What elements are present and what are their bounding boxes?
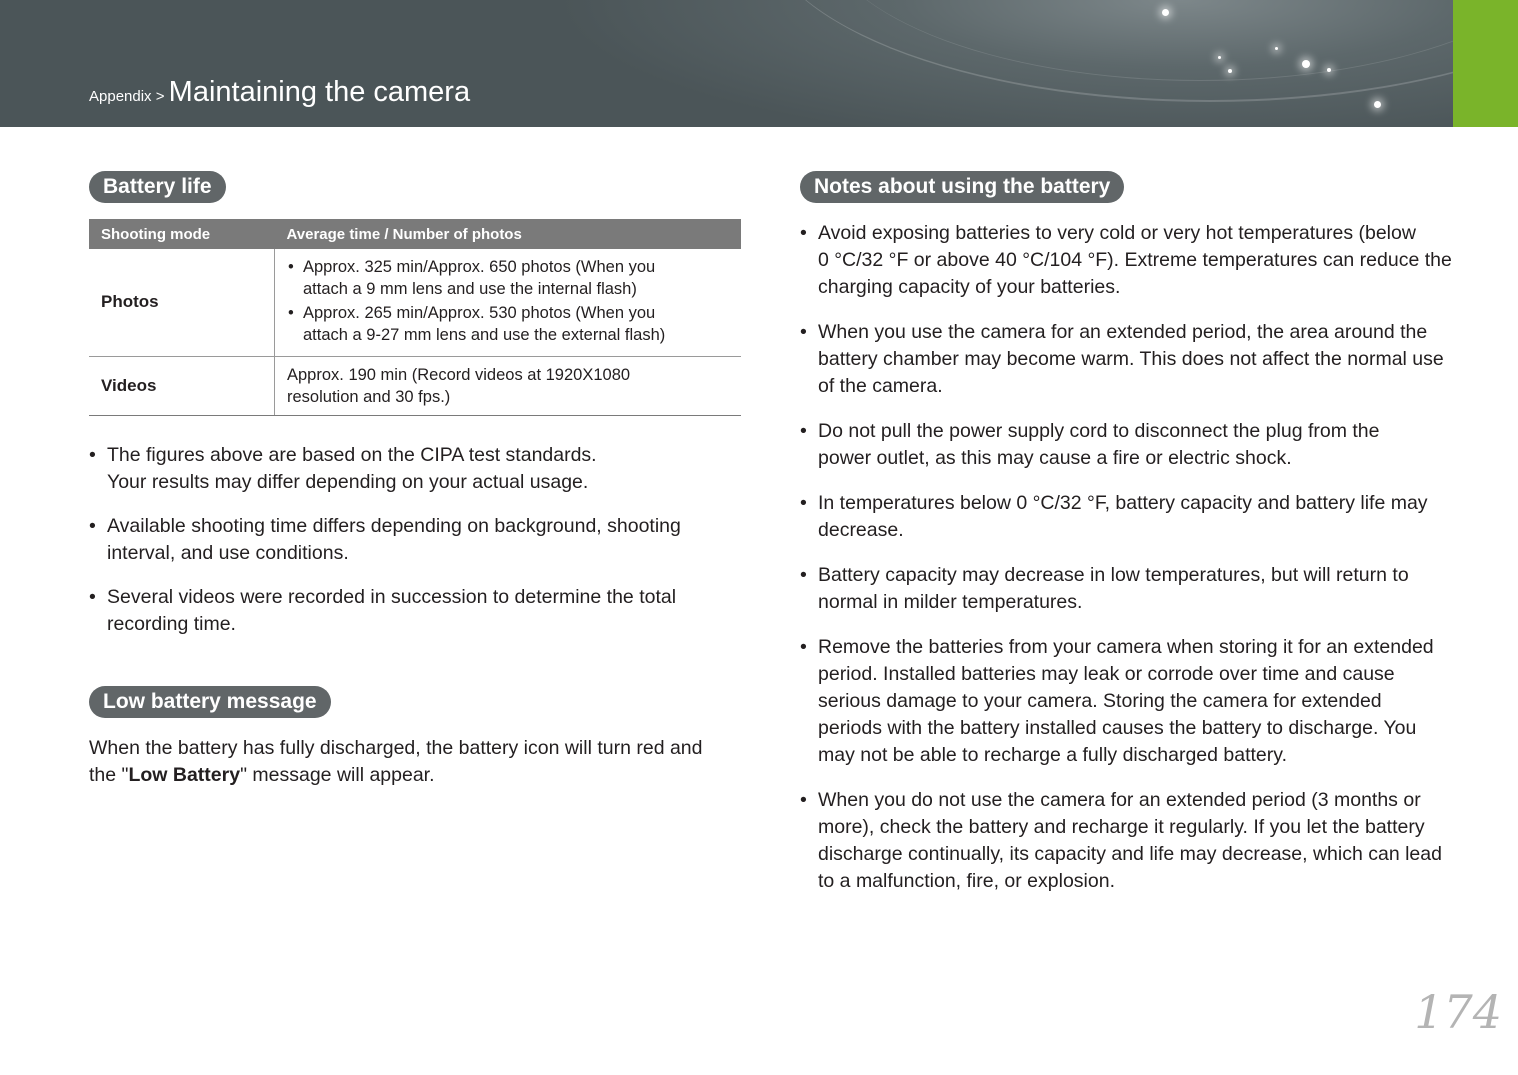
sparkle-icon	[1228, 69, 1232, 73]
text-line: more), check the battery and recharge it regularly. If you let the battery	[818, 816, 1425, 838]
text-line: discharge continually, its capacity and life may decrease, which can lead	[818, 843, 1442, 865]
text-line: battery chamber may become warm. This does not affect the normal use	[818, 348, 1444, 370]
text-line: to a malfunction, fire, or explosion.	[818, 870, 1115, 892]
sparkle-icon	[1327, 68, 1331, 72]
text-line: • Several videos were recorded in succession to determine the total	[107, 586, 677, 608]
text-line: • Available shooting time differs depending on background, shooting	[107, 515, 681, 537]
text-fragment: the "	[89, 764, 129, 786]
text-line: • Remove the batteries from your camera when storing it for an extended	[818, 636, 1434, 658]
text-line: • In temperatures below 0 °C/32 °F, battery capacity and battery life may	[818, 492, 1428, 514]
text-line: Your results may differ depending on your actual usage.	[107, 471, 589, 493]
list-item	[287, 302, 733, 346]
list-item	[800, 319, 1455, 400]
text-line: • When you do not use the camera for an extended period (3 months or	[818, 789, 1421, 811]
list-item	[89, 513, 734, 567]
text-line: interval, and use conditions.	[107, 542, 349, 564]
detail-list	[287, 256, 733, 346]
text-line: normal in milder temperatures.	[818, 591, 1083, 613]
battery-notes-heading: Notes about using the battery	[800, 171, 1124, 203]
text-line: Approx. 190 min (Record videos at 1920X1080	[287, 365, 631, 384]
text-line: • When you use the camera for an extended period, the area around the	[818, 321, 1428, 343]
text-line: When the battery has fully discharged, the battery icon will turn red and	[89, 737, 703, 759]
text-line: • The figures above are based on the CIPA test standards.	[107, 444, 597, 466]
text-line: • Approx. 325 min/Approx. 650 photos (When you	[303, 258, 656, 277]
text-line: may not be able to recharge a fully discharged battery.	[818, 744, 1287, 766]
text-line: • Battery capacity may decrease in low temperatures, but will return to	[818, 564, 1409, 586]
low-battery-text	[89, 735, 739, 789]
text-fragment: " message will appear.	[240, 764, 435, 786]
chapter-tab[interactable]	[1453, 0, 1518, 127]
text-line: recording time.	[107, 613, 236, 635]
detail-cell	[275, 249, 742, 356]
mode-cell: Videos	[89, 356, 275, 415]
list-item	[800, 787, 1455, 895]
text-line: attach a 9-27 mm lens and use the external flash)	[303, 326, 666, 345]
battery-notes-list	[89, 442, 734, 655]
sparkle-icon	[1374, 101, 1381, 108]
breadcrumb	[89, 76, 470, 109]
detail-cell	[275, 356, 742, 415]
list-item	[800, 418, 1455, 472]
list-item	[800, 562, 1455, 616]
text-line: • Approx. 265 min/Approx. 530 photos (When you	[303, 304, 656, 323]
sparkle-icon	[1302, 60, 1310, 68]
text-line: attach a 9 mm lens and use the internal flash)	[303, 280, 637, 299]
text-line: serious damage to your camera. Storing the camera for extended	[818, 690, 1382, 712]
battery-life-heading: Battery life	[89, 171, 226, 203]
column-header-mode: Shooting mode	[89, 219, 275, 249]
table-header-row	[89, 219, 741, 249]
list-item	[800, 634, 1455, 769]
low-battery-heading: Low battery message	[89, 686, 331, 718]
battery-life-table	[89, 219, 741, 416]
list-item	[287, 256, 733, 300]
list-item	[89, 584, 734, 638]
list-item	[89, 442, 734, 496]
sparkle-icon	[1275, 47, 1278, 50]
table-row	[89, 249, 741, 356]
sparkle-icon	[1162, 9, 1169, 16]
text-line: • Do not pull the power supply cord to disconnect the plug from the	[818, 420, 1380, 442]
page-header	[0, 0, 1518, 127]
text-line: of the camera.	[818, 375, 943, 397]
usage-notes-list	[800, 220, 1455, 913]
text-line: decrease.	[818, 519, 904, 541]
text-line: 0 °C/32 °F or above 40 °C/104 °F). Extreme temperatures can reduce the	[818, 249, 1452, 271]
text-line: • Avoid exposing batteries to very cold or very hot temperatures (below	[818, 222, 1416, 244]
page-number: 174	[1414, 985, 1502, 1039]
column-header-time: Average time / Number of photos	[275, 219, 742, 249]
breadcrumb-section[interactable]: Appendix >	[89, 88, 169, 105]
sparkle-icon	[1218, 56, 1221, 59]
mode-cell: Photos	[89, 249, 275, 356]
text-line: power outlet, as this may cause a fire or electric shock.	[818, 447, 1292, 469]
text-line: charging capacity of your batteries.	[818, 276, 1121, 298]
text-line	[89, 762, 739, 789]
page-title: Maintaining the camera	[168, 76, 471, 108]
text-line: periods with the battery installed causes the battery to discharge. You	[818, 717, 1417, 739]
text-line: resolution and 30 fps.)	[287, 387, 451, 406]
table-row	[89, 356, 741, 415]
list-item	[800, 490, 1455, 544]
low-battery-label: Low Battery	[128, 764, 241, 786]
text-line: period. Installed batteries may leak or corrode over time and cause	[818, 663, 1395, 685]
list-item	[800, 220, 1455, 301]
